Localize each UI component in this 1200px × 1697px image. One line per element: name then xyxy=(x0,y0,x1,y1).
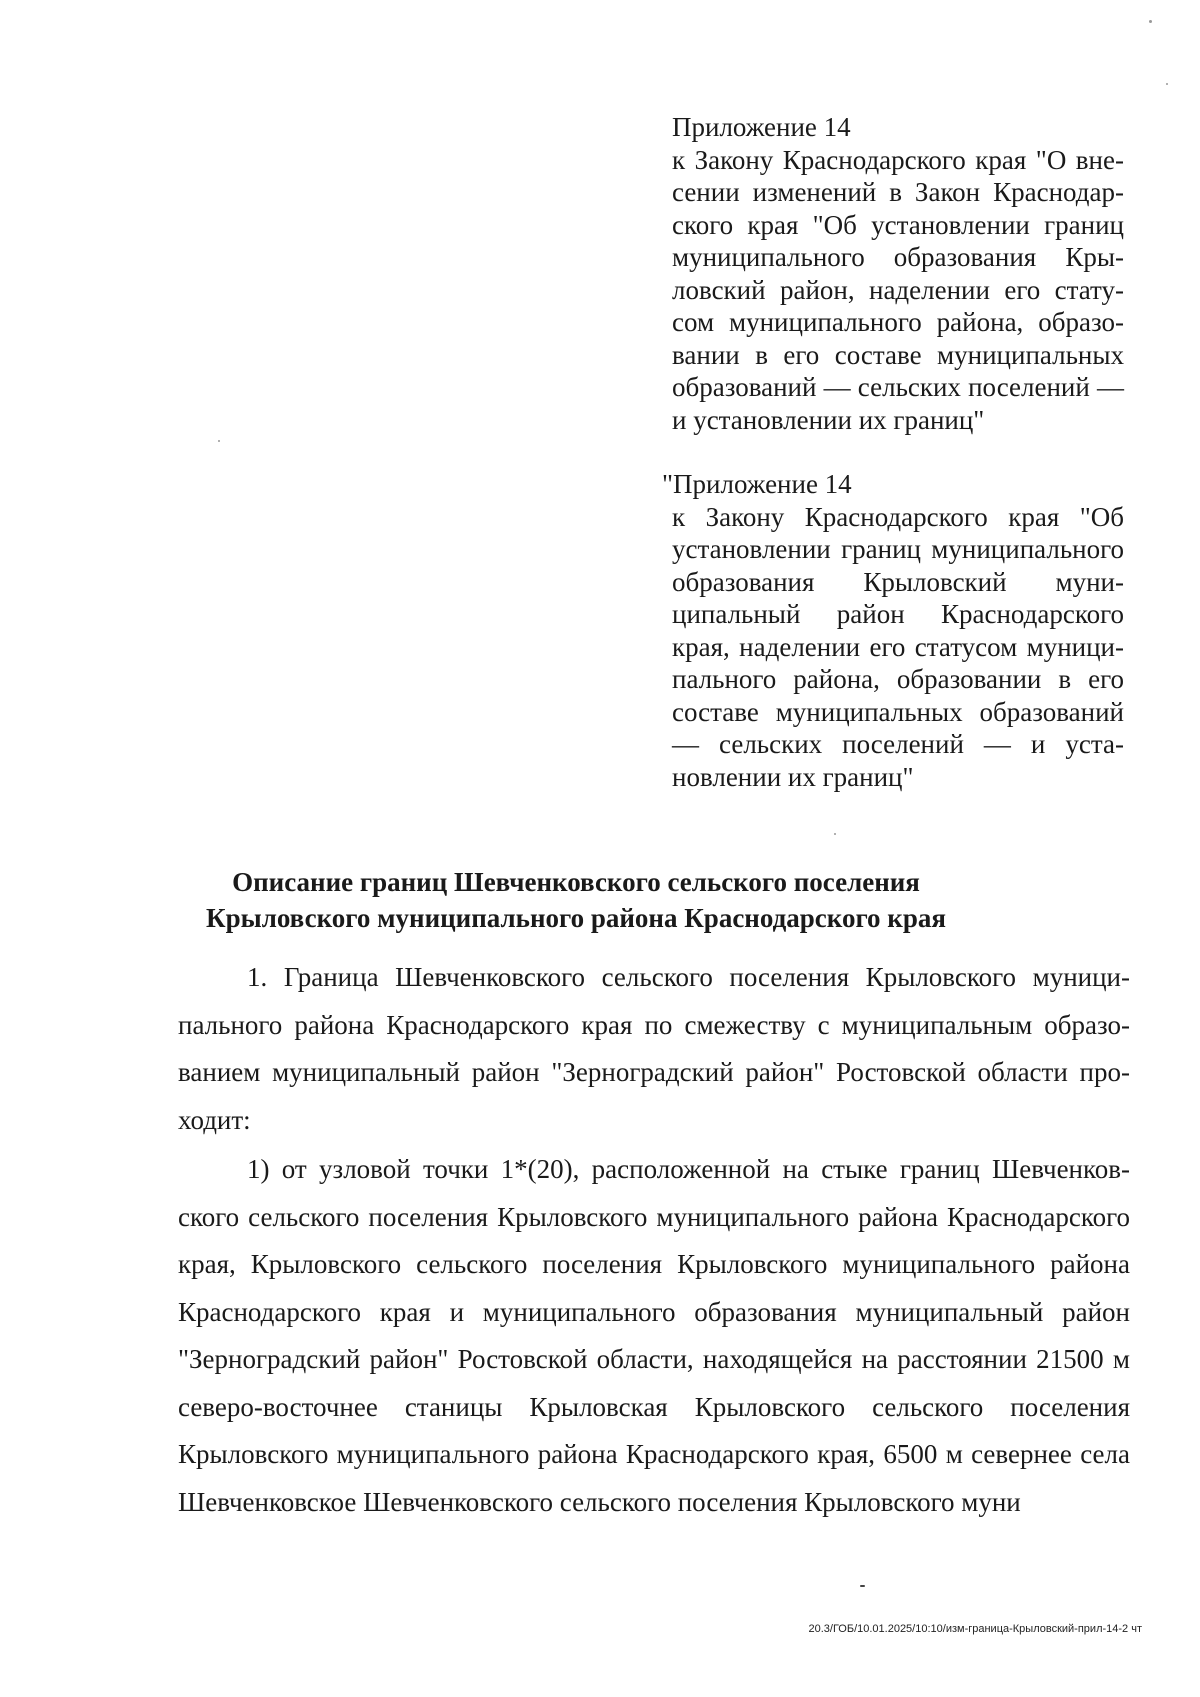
scan-speck xyxy=(1149,20,1152,23)
appendix-note-amendment xyxy=(672,111,1124,436)
title-line-1: Описание границ Шевченковского сельского поселения xyxy=(232,867,920,897)
appendix-heading: Приложение 14 xyxy=(672,112,851,142)
appendix-heading: "Приложение 14 xyxy=(662,469,852,499)
paragraph-1: 1. Граница Шевченковского сельского поселения Крыловского муниципального района Краснодарского края по смежеству с муниципальным образованием муниципальный район "Зерноградский район" Ростовской области проходит: xyxy=(178,962,1130,1135)
appendix-text: к Закону Краснодарского края "Об установлении границ муниципального образования Крыловский муниципальный район Краснодарского края, наделении его статусом муниципального района, образовании в его составе муниципальных образований — сельских поселений — и установлении их границ" xyxy=(672,501,1124,792)
document-footer-code: 20.3/ГОБ/10.01.2025/10:10/изм-граница-Крыловский-прил-14-2 чт xyxy=(808,1623,1142,1635)
appendix-text: к Закону Краснодарского края "О внесении изменений в Закон Краснодарского края "Об установлении границ муниципального образования Крыловский район, наделении его статусом муниципального района, образовании в его составе муниципальных образований — сельских поселений — и установлении их границ" xyxy=(672,144,1124,435)
scan-speck xyxy=(860,1585,865,1587)
scan-speck xyxy=(1166,83,1168,85)
title-line-2: Крыловского муниципального района Краснодарского края xyxy=(206,903,946,933)
scan-speck xyxy=(218,440,220,442)
document-title xyxy=(160,864,992,936)
paragraph-2: 1) от узловой точки 1*(20), расположенной на стыке границ Шевченковского сельского поселения Крыловского муниципального района Краснодарского края, Крыловского сельского поселения Крыловского муниципального района Краснодарского края и муниципального образования муниципальный район "Зерноградский район" Ростовской области, находящейся на расстоянии 21500 м северо-восточнее станицы Крыловская Крыловского сельского поселения Крыловского муниципального района Краснодарского края, 6500 м севернее села Шевченковское Шевченковского сельского поселения Крыловского муни xyxy=(178,1154,1130,1517)
appendix-note-original xyxy=(662,468,1124,793)
scan-speck xyxy=(834,833,836,835)
